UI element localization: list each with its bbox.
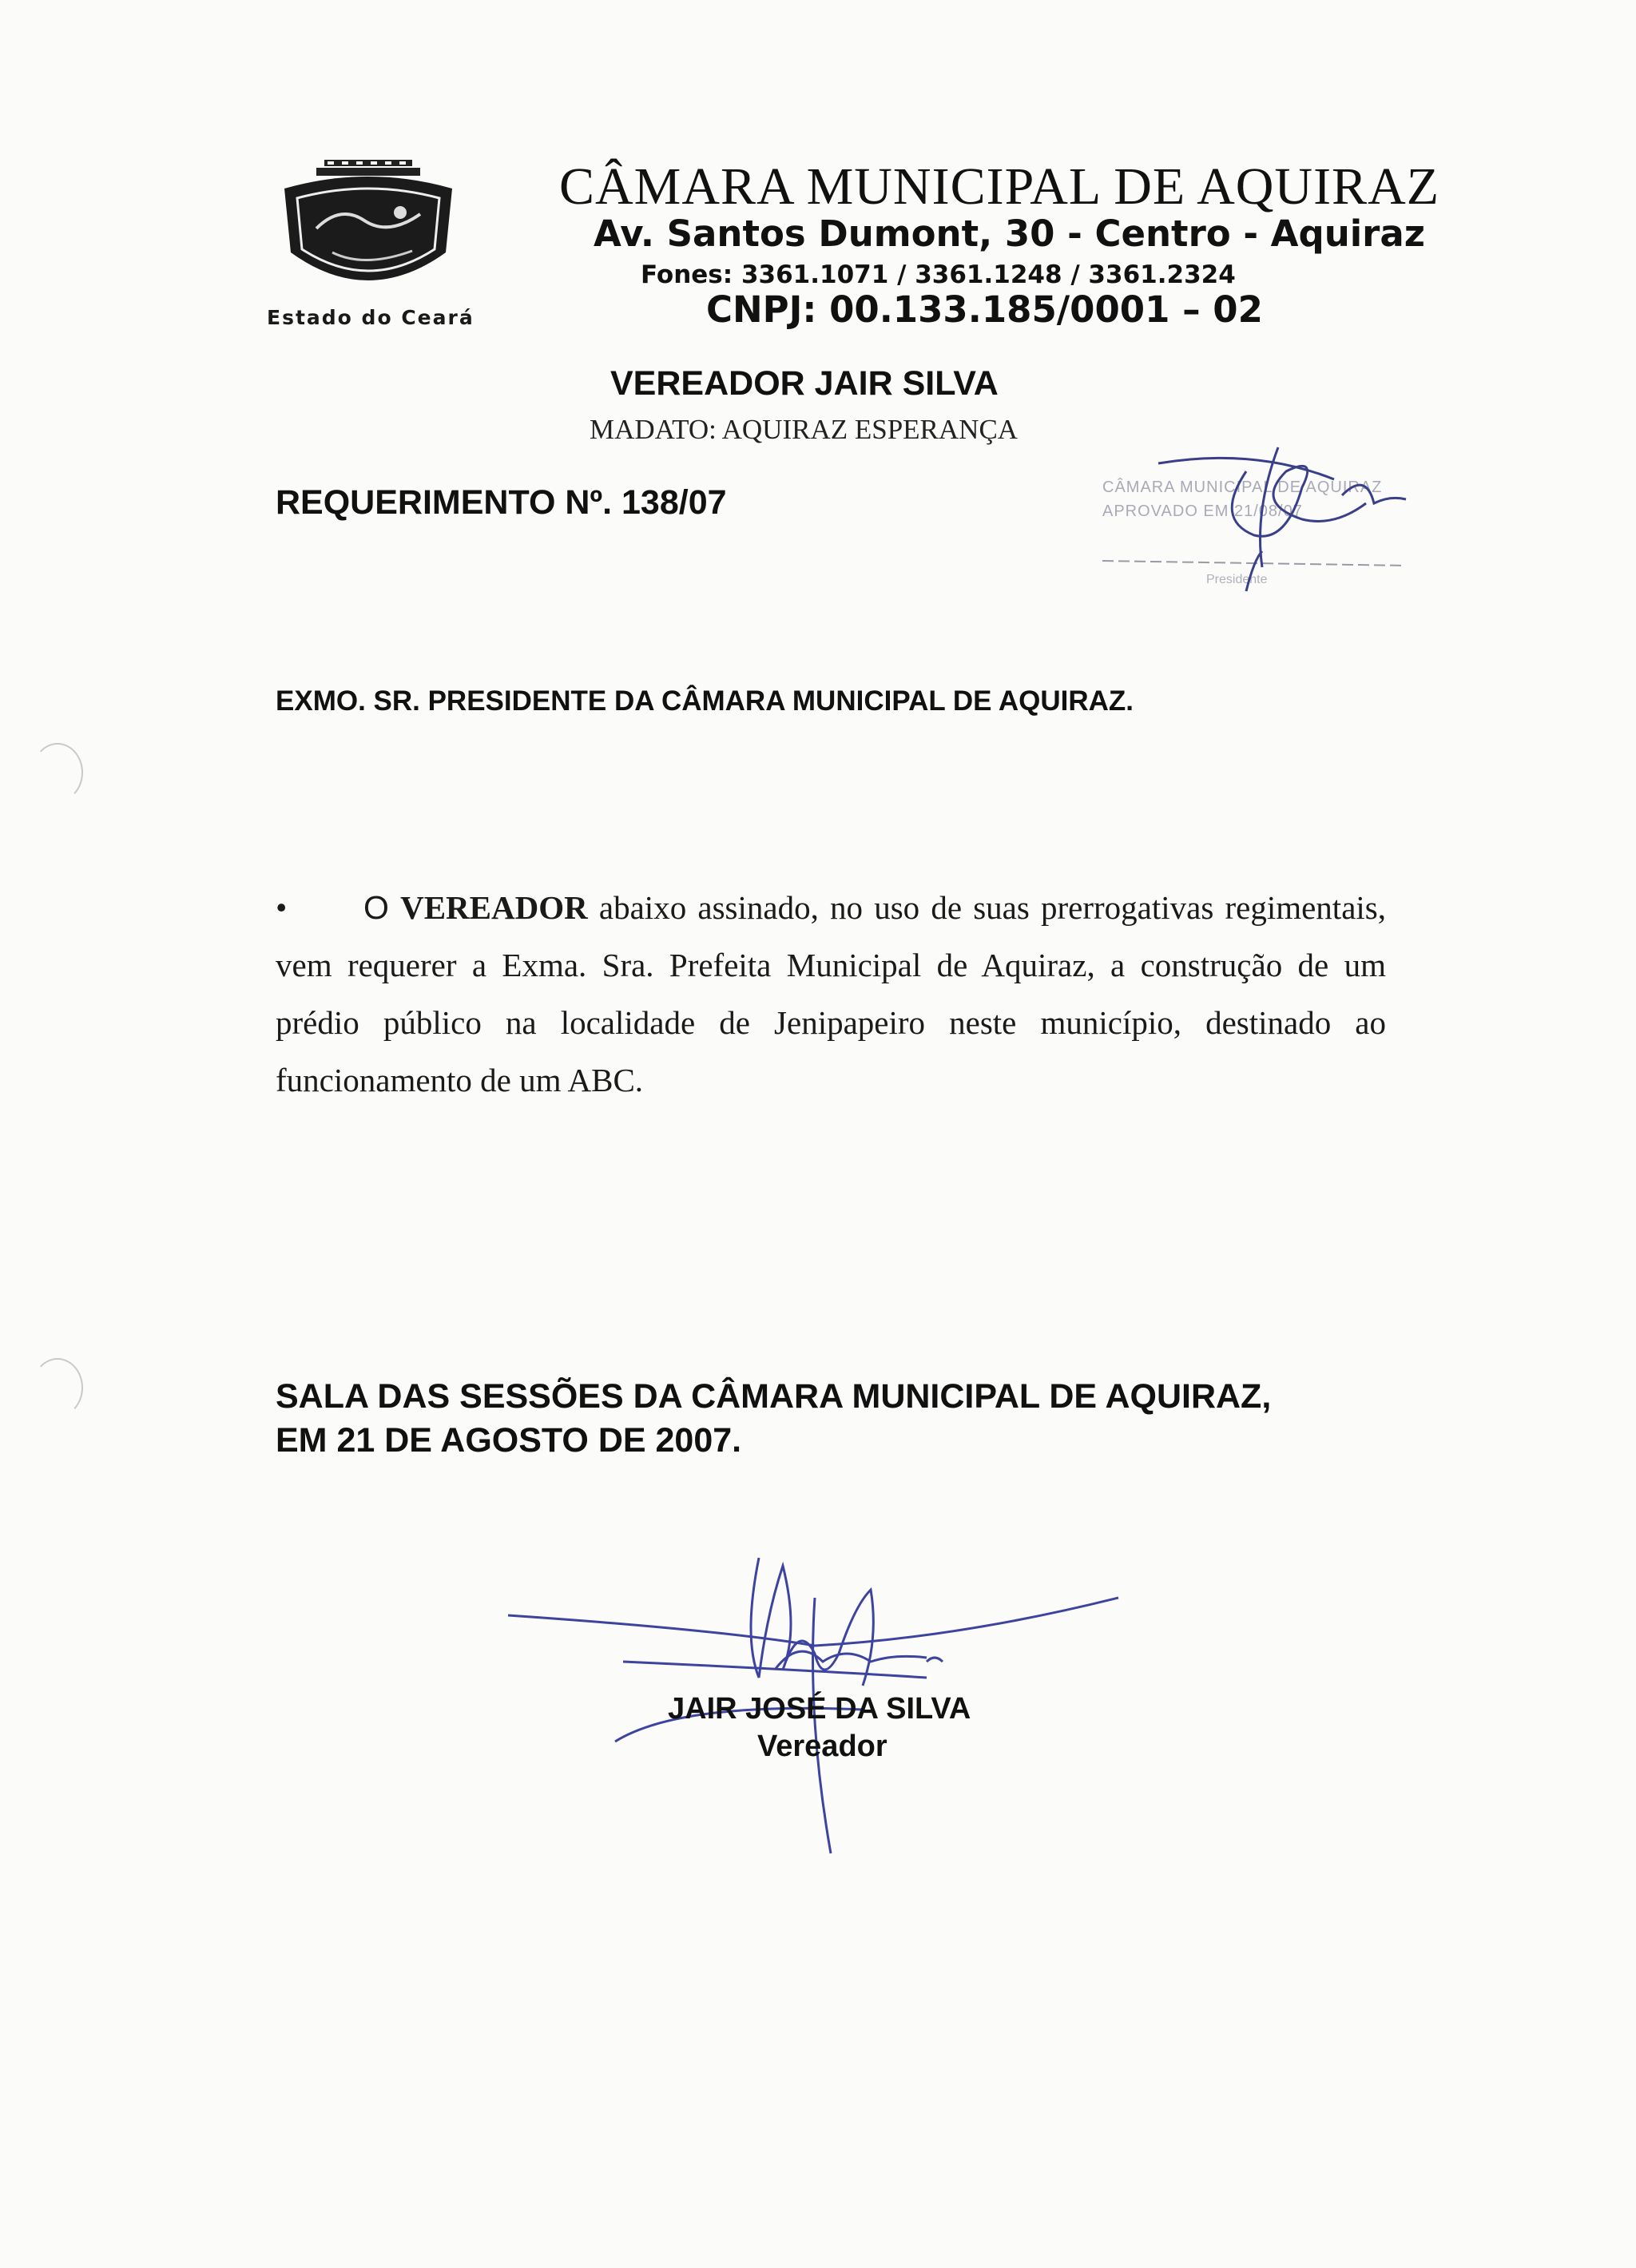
org-address: Av. Santos Dumont, 30 - Centro - Aquiraz xyxy=(594,213,1425,255)
body-lead-bold: VEREADOR xyxy=(400,889,588,926)
signer-role: Vereador xyxy=(757,1730,887,1763)
councilor-mandate: MADATO: AQUIRAZ ESPERANÇA xyxy=(590,414,1019,445)
punch-hole-mark xyxy=(32,743,83,802)
municipal-crest-icon xyxy=(268,157,468,300)
stamp-line-1: CÂMARA MUNICIPAL DE AQUIRAZ xyxy=(1102,479,1383,496)
signer-name: JAIR JOSÉ DA SILVA xyxy=(668,1692,971,1726)
councilor-title: VEREADOR JAIR SILVA xyxy=(610,364,999,403)
closing-line-2: EM 21 DE AGOSTO DE 2007. xyxy=(276,1421,742,1460)
stamp-line-3: Presidente xyxy=(1206,573,1268,586)
body-text: abaixo assinado, no uso de suas prerrogativas regimentais, vem requerer a Exma. Sra. Prefeita Municipal de Aquiraz, a construção de um prédio público na localidade de Jenipapeiro neste município, destinado ao funcionamento de um ABC. xyxy=(276,889,1386,1098)
state-label: Estado do Ceará xyxy=(267,306,475,329)
request-number: REQUERIMENTO Nº. 138/07 xyxy=(276,483,727,522)
stamp-line-2: APROVADO EM 21/08/07 xyxy=(1102,502,1303,520)
body-lead-o: O xyxy=(363,889,389,926)
bullet-marker: • xyxy=(276,889,288,926)
closing-line-1: SALA DAS SESSÕES DA CÂMARA MUNICIPAL DE AQUIRAZ, xyxy=(276,1377,1272,1416)
org-name: CÂMARA MUNICIPAL DE AQUIRAZ xyxy=(559,157,1440,216)
org-cnpj: CNPJ: 00.133.185/0001 – 02 xyxy=(706,288,1263,331)
org-phones: Fones: 3361.1071 / 3361.1248 / 3361.2324 xyxy=(641,260,1236,289)
punch-hole-mark xyxy=(32,1358,83,1417)
addressee: EXMO. SR. PRESIDENTE DA CÂMARA MUNICIPAL DE AQUIRAZ. xyxy=(276,685,1134,717)
approval-stamp xyxy=(1086,439,1422,615)
body-paragraph xyxy=(276,879,1386,1109)
